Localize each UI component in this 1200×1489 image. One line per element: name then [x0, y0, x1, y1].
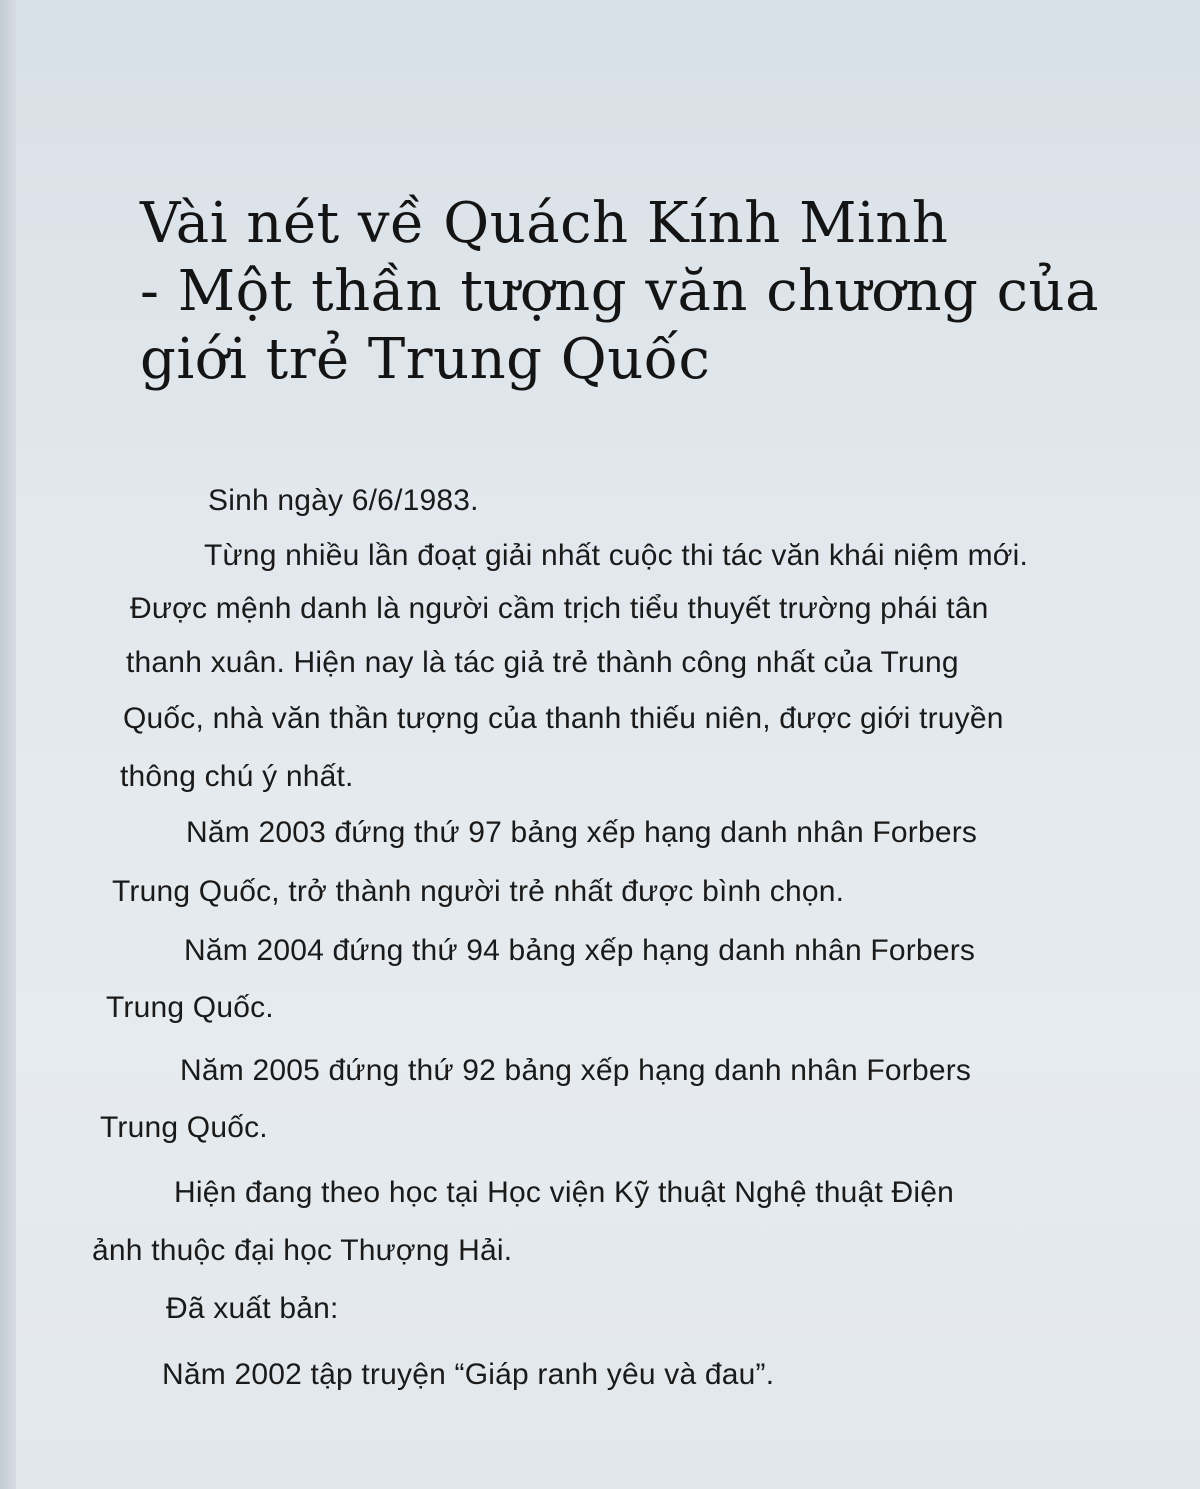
chapter-title — [140, 190, 1140, 394]
page-edge-shadow — [0, 0, 16, 1489]
body-line: Được mệnh danh là người cầm trịch tiểu thuyết trường phái tân — [130, 592, 989, 625]
body-line: Năm 2003 đứng thứ 97 bảng xếp hạng danh nhân Forbers — [186, 816, 978, 849]
body-line: thanh xuân. Hiện nay là tác giả trẻ thành công nhất của Trung — [126, 646, 959, 679]
title-line-1: Vài nét về Quách Kính Minh — [140, 191, 949, 256]
body-line: Quốc, nhà văn thần tượng của thanh thiếu niên, được giới truyền — [123, 702, 1004, 735]
title-line-3: giới trẻ Trung Quốc — [140, 327, 711, 392]
body-line: ảnh thuộc đại học Thượng Hải. — [92, 1234, 513, 1267]
body-line: Năm 2004 đứng thứ 94 bảng xếp hạng danh nhân Forbers — [184, 934, 976, 967]
body-line: Năm 2005 đứng thứ 92 bảng xếp hạng danh nhân Forbers — [180, 1054, 972, 1087]
body-line: thông chú ý nhất. — [120, 760, 354, 793]
body-line: Hiện đang theo học tại Học viện Kỹ thuật Nghệ thuật Điện — [174, 1176, 955, 1209]
birth-date-line: Sinh ngày 6/6/1983. — [208, 484, 479, 517]
body-line: Trung Quốc. — [100, 1111, 268, 1144]
body-line: Trung Quốc, trở thành người trẻ nhất được bình chọn. — [112, 875, 845, 908]
body-line: Từng nhiều lần đoạt giải nhất cuộc thi tác văn khái niệm mới. — [204, 539, 1029, 572]
body-line: Trung Quốc. — [106, 991, 274, 1024]
published-heading: Đã xuất bản: — [166, 1292, 339, 1325]
publication-item: Năm 2002 tập truyện “Giáp ranh yêu và đau”. — [162, 1358, 775, 1391]
title-line-2: - Một thần tượng văn chương của — [140, 259, 1099, 324]
